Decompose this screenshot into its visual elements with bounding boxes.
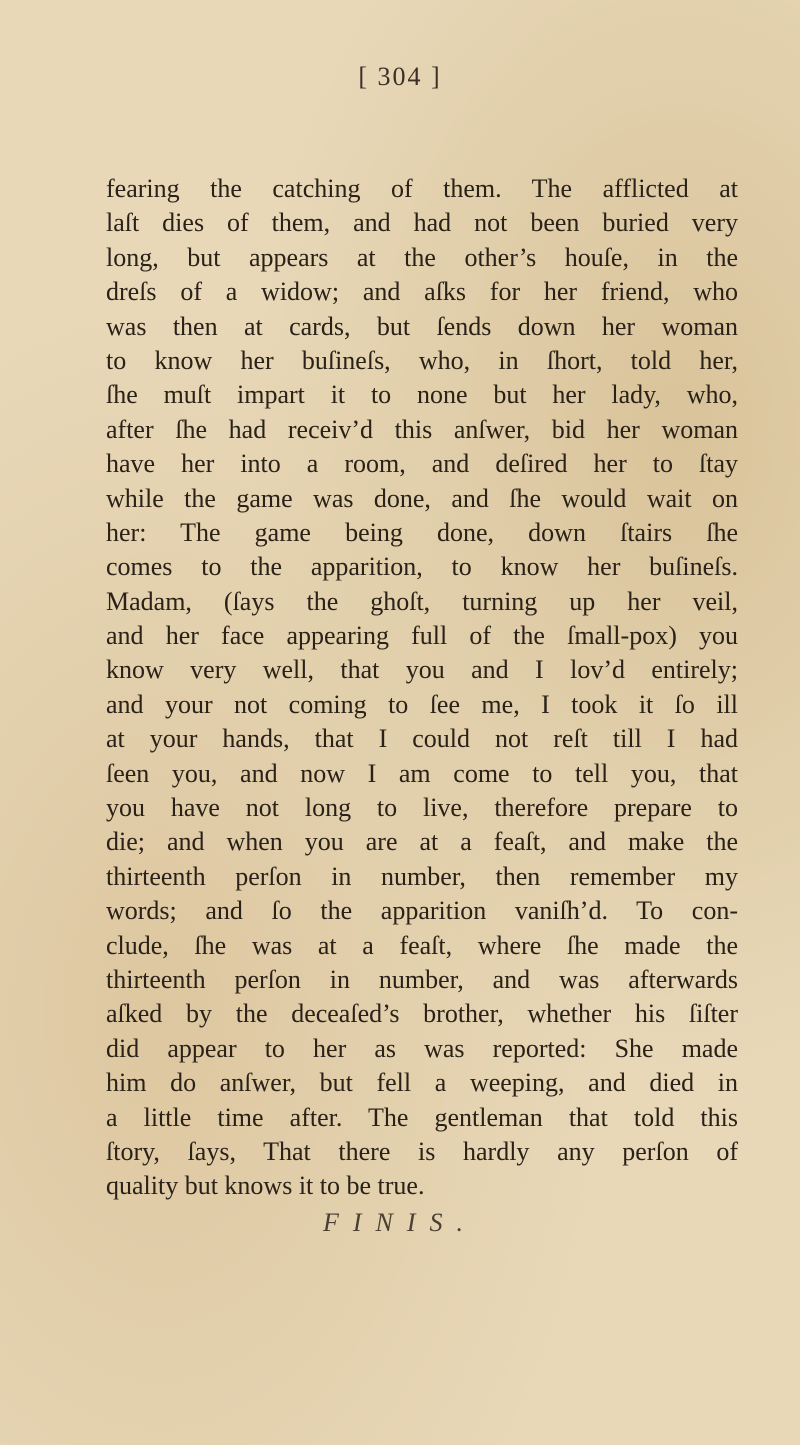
text-line: long, but appears at the other’s houſe, in the [106,242,738,272]
text-line: and your not coming to ſee me, I took it ſo ill [106,689,738,719]
finis-colophon: FINIS. [322,1208,478,1237]
text-line: Madam, (ſays the ghoſt, turning up her veil, [106,586,738,616]
text-line: ſhe muſt impart it to none but her lady, who, [106,380,738,410]
text-line: quality but knows it to be true. [106,1171,425,1201]
text-line: thirteenth perſon in number, and was afterwards [106,964,738,994]
page-number: [ 304 ] [358,62,442,91]
text-line: after ſhe had receiv’d this anſwer, bid her woman [106,414,738,444]
text-line: to know her buſineſs, who, in ſhort, told her, [106,345,738,375]
text-line: thirteenth perſon in number, then remember my [106,861,738,891]
text-line: was then at cards, but ſends down her woman [106,311,738,341]
text-line: a little time after. The gentleman that told this [106,1102,738,1132]
text-line: fearing the catching of them. The afflicted at [106,174,738,203]
text-line: die; and when you are at a feaſt, and make the [106,827,738,857]
text-line: words; and ſo the apparition vaniſh’d. To con- [106,896,738,926]
text-line: know very well, that you and I lov’d entirely; [106,655,738,685]
text-line: comes to the apparition, to know her buſineſs. [106,552,738,582]
text-line: did appear to her as was reported: She made [106,1033,738,1063]
text-line: have her into a room, and deſired her to ſtay [106,449,738,479]
text-line: ſtory, ſays, That there is hardly any perſon of [106,1136,738,1166]
body-text [106,172,738,1204]
text-line: clude, ſhe was at a feaſt, where ſhe made the [106,930,738,960]
text-line: aſked by the deceaſed’s brother, whether his ſiſter [106,999,738,1029]
text-line: dreſs of a widow; and aſks for her friend, who [106,277,738,307]
text-line: laſt dies of them, and had not been buried very [106,208,738,238]
text-line: and her face appearing full of the ſmall-pox) you [106,621,738,651]
text-line: ſeen you, and now I am come to tell you, that [106,758,738,788]
text-line: him do anſwer, but fell a weeping, and died in [106,1068,738,1098]
text-line: you have not long to live, therefore prepare to [106,793,738,823]
text-line: her: The game being done, down ſtairs ſhe [106,517,738,547]
text-line: while the game was done, and ſhe would wait on [106,483,738,513]
text-line: at your hands, that I could not reſt till I had [106,724,738,754]
